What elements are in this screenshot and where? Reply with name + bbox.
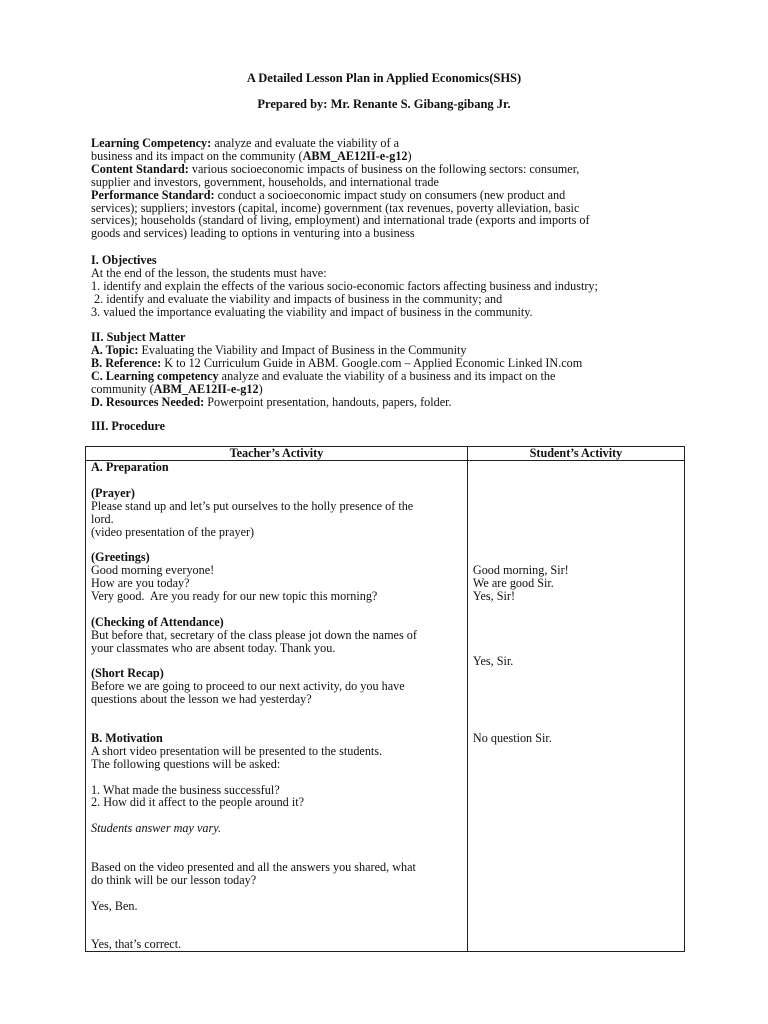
lesson-question: do think will be our lesson today?: [91, 872, 257, 887]
teacher-activity-cell: [86, 461, 468, 952]
objectives-heading: I. Objectives: [91, 253, 157, 267]
objective-item: 2. identify and evaluate the viability and impacts of business in the community; and: [91, 291, 503, 306]
subject-matter-heading: II. Subject Matter: [91, 330, 186, 344]
reference-label: B. Reference:: [91, 355, 162, 370]
resources-label: D. Resources Needed:: [91, 394, 205, 409]
student-activity-cell: [467, 461, 684, 952]
topic-text: Evaluating the Viability and Impact of Business in the Community: [138, 342, 467, 357]
lc-text-2: business and its impact on the community (: [91, 148, 303, 163]
motivation-text: The following questions will be asked:: [91, 756, 281, 771]
topic-label: A. Topic:: [91, 342, 139, 357]
lc-close: ): [407, 148, 412, 163]
attendance-text: your classmates who are absent today. Thank you.: [91, 640, 336, 655]
prayer-text: (video presentation of the prayer): [91, 524, 255, 539]
objective-item: 3. valued the importance evaluating the viability and impact of business in the community.: [91, 304, 533, 319]
prepared-by: Prepared by: Mr. Renante S. Gibang-gibang Jr.: [257, 97, 511, 111]
student-response: Yes, Sir.: [472, 653, 514, 668]
teacher-response: Yes, that’s correct.: [91, 937, 182, 952]
motivation-question: 2. How did it affect to the people around it?: [91, 795, 304, 810]
lesson-question: Based on the video presented and all the answers you shared, what: [91, 859, 416, 874]
lc-text: analyze and evaluate the viability of a: [211, 136, 399, 150]
teacher-activity-header: Teacher’s Activity: [86, 447, 468, 461]
student-activity-header: Student’s Activity: [467, 447, 684, 461]
objectives-intro: At the end of the lesson, the students must have:: [91, 265, 327, 280]
resources-text: Powerpoint presentation, handouts, papers, folder.: [204, 394, 452, 409]
motivation-heading: B. Motivation: [91, 730, 163, 745]
student-response: We are good Sir.: [472, 576, 554, 591]
motivation-question: 1. What made the business successful?: [91, 782, 280, 797]
teacher-response: Yes, Ben.: [91, 898, 138, 913]
ps-text-4: goods and services) leading to options in venturing into a business: [91, 226, 415, 241]
prayer-text: lord.: [91, 511, 114, 526]
competency-close: ): [258, 381, 263, 396]
recap-heading: (Short Recap): [91, 666, 164, 681]
student-response: Good morning, Sir!: [472, 563, 569, 578]
attendance-heading: (Checking of Attendance): [91, 614, 224, 629]
competency-text: analyze and evaluate the viability of a business and its impact on the: [218, 368, 556, 383]
student-response: No question Sir.: [472, 730, 552, 745]
ps-text-2: services); suppliers; investors (capital, income) government (tax revenues, poverty alleviation, basic: [91, 200, 580, 215]
competency-text-2: community (: [91, 381, 154, 396]
reference-text: K to 12 Curriculum Guide in ABM. Google.com – Applied Economic Linked IN.com: [161, 355, 583, 370]
subject-matter-section: [91, 331, 681, 408]
ps-text-3: services); households (standard of living, employment) and international trade (exports and imports of: [91, 213, 590, 228]
competency-code: ABM_AE12II-e-g12: [153, 381, 259, 396]
objectives-section: [91, 254, 681, 319]
objective-item: 1. identify and explain the effects of the various socio-economic factors affecting business and industry;: [91, 278, 598, 293]
student-response: Yes, Sir!: [472, 589, 516, 603]
greetings-text: Very good. Are you ready for our new topic this morning?: [91, 589, 378, 604]
prayer-text: Please stand up and let’s put ourselves to the holly presence of the: [91, 498, 414, 513]
procedure-table: [85, 446, 685, 952]
competency-label: C. Learning competency: [91, 368, 219, 383]
preparation-heading: A. Preparation: [91, 460, 169, 474]
cs-label: Content Standard:: [91, 161, 189, 176]
greetings-text: Good morning everyone!: [91, 563, 215, 578]
recap-text: questions about the lesson we had yesterday?: [91, 692, 312, 707]
lc-label: Learning Competency:: [91, 136, 212, 150]
ps-label: Performance Standard:: [91, 187, 215, 202]
procedure-heading: III. Procedure: [91, 419, 166, 433]
answers-vary-note: Students answer may vary.: [91, 821, 221, 836]
ps-text: conduct a socioeconomic impact study on consumers (new product and: [214, 187, 566, 202]
lc-code: ABM_AE12II-e-g12: [302, 148, 408, 163]
recap-text: Before we are going to proceed to our next activity, do you have: [91, 679, 405, 694]
greetings-heading: (Greetings): [91, 550, 150, 565]
greetings-text: How are you today?: [91, 576, 190, 591]
cs-text-2: supplier and investors, government, households, and international trade: [91, 174, 439, 189]
intro-section: [91, 137, 681, 240]
document-title: A Detailed Lesson Plan in Applied Economics(SHS): [246, 71, 522, 85]
prayer-heading: (Prayer): [91, 485, 135, 500]
attendance-text: But before that, secretary of the class please jot down the names of: [91, 627, 417, 642]
cs-text: various socioeconomic impacts of business on the following sectors: consumer,: [188, 161, 580, 176]
motivation-text: A short video presentation will be presented to the students.: [91, 743, 383, 758]
